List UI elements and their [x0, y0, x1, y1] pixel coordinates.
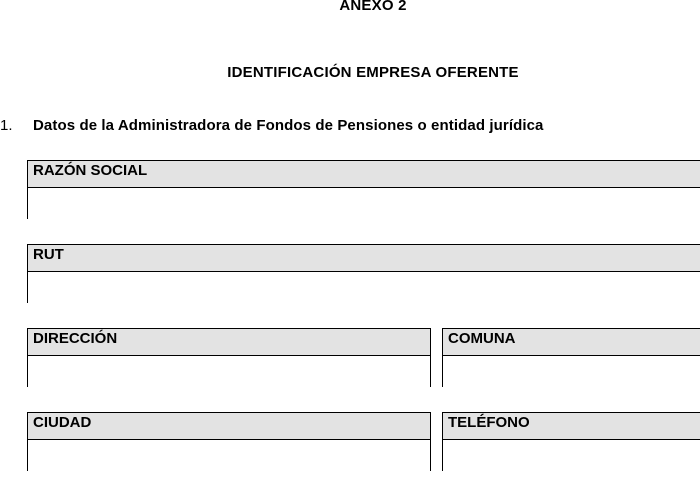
direccion-input[interactable] — [28, 356, 430, 387]
rut-input[interactable] — [28, 272, 700, 303]
ciudad-field — [27, 412, 431, 471]
telefono-field — [442, 412, 700, 471]
section-number: 1. — [0, 117, 13, 134]
annex-title: ANEXO 2 — [339, 0, 407, 14]
direccion-label: DIRECCIÓN — [28, 329, 430, 356]
razon-social-label: RAZÓN SOCIAL — [28, 161, 700, 188]
telefono-label: TELÉFONO — [443, 413, 700, 440]
direccion-field — [27, 328, 431, 387]
comuna-input[interactable] — [443, 356, 700, 387]
ciudad-input[interactable] — [28, 440, 430, 471]
razon-social-field — [27, 160, 700, 219]
comuna-field — [442, 328, 700, 387]
razon-social-input[interactable] — [28, 188, 700, 219]
rut-label: RUT — [28, 245, 700, 272]
form-title: IDENTIFICACIÓN EMPRESA OFERENTE — [227, 64, 519, 81]
comuna-label: COMUNA — [443, 329, 700, 356]
ciudad-label: CIUDAD — [28, 413, 430, 440]
section-text: Datos de la Administradora de Fondos de Pensiones o entidad jurídica — [33, 117, 544, 134]
rut-field — [27, 244, 700, 303]
telefono-input[interactable] — [443, 440, 700, 471]
